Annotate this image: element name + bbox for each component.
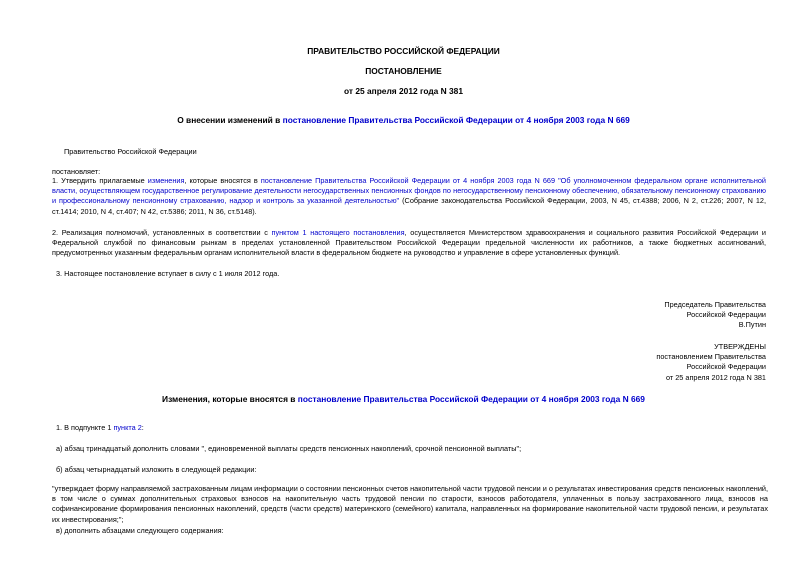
change-item-1-text-a: 1. В подпункте 1 — [56, 423, 114, 432]
signature-name: В.Путин — [738, 320, 766, 330]
paragraph-3: 3. Настоящее постановление вступает в силу с 1 июля 2012 года. — [56, 269, 280, 278]
approval-line-3: Российской Федерации — [686, 362, 766, 372]
changes-title — [0, 394, 807, 405]
change-a: а) абзац тринадцатый дополнить словами ", единовременной выплаты средств пенсионных накоплений, срочной пенсионной выплаты"; — [56, 444, 522, 453]
signature-block — [664, 300, 766, 331]
changes-title-link[interactable]: постановление Правительства Российской Федерации от 4 ноября 2003 года N 669 — [297, 394, 645, 404]
signature-country: Российской Федерации — [686, 310, 766, 320]
approval-line-4: от 25 апреля 2012 года N 381 — [665, 372, 766, 382]
decree-669-link[interactable]: постановление Правительства Российской Федерации от 4 ноября 2003 года N 669 "Об уполномоченном федеральном органе исполнительной власти, осуществляющем государственное регулирование деятельности негосударственных пенсионных фондов по негосударственному пенсионному обеспечению, обязательному пенсионному страхованию и профессиональному пенсионному страхованию, надзор и контроль за указанной деятельностью" — [52, 176, 766, 206]
document-title-link[interactable]: постановление Правительства Российской Федерации от 4 ноября 2003 года N 669 — [282, 115, 630, 125]
changes-title-text: Изменения, которые вносятся в — [162, 394, 298, 404]
item-2-link[interactable]: пункта 2 — [113, 423, 142, 432]
changes-link[interactable]: изменения — [147, 176, 185, 185]
paragraph-1-text-a: 1. Утвердить прилагаемые — [52, 176, 148, 185]
item-1-link[interactable]: пунктом 1 настоящего постановления — [271, 228, 405, 237]
change-b: б) абзац четырнадцатый изложить в следующей редакции: — [56, 465, 257, 474]
change-item-1 — [56, 423, 770, 433]
issuer-line: Правительство Российской Федерации — [64, 147, 197, 156]
paragraph-1-text-c: (Собрание законодательства Российской Федерации, 2003, N 45, ст.4388; 2006, N 2, ст.226; 2007, N 12, ст.1414; 2010, N 4, ст.407; N 42, ст.5386; 2011, N 36, ст.5148). — [52, 196, 766, 216]
government-heading: ПРАВИТЕЛЬСТВО РОССИЙСКОЙ ФЕДЕРАЦИИ — [307, 46, 500, 56]
paragraph-1-text-b: , которые вносятся в — [184, 176, 261, 185]
paragraph-2-text-a: 2. Реализация полномочий, установленных в соответствии с — [52, 228, 272, 237]
change-item-1-text-b: : — [141, 423, 144, 432]
approval-block — [656, 342, 766, 383]
decides-line: постановляет: — [52, 167, 101, 176]
document-title-text: О внесении изменений в — [177, 115, 283, 125]
change-b-quote: "утверждает форму направляемой застрахованным лицам информации о состоянии пенсионных счетов накопительной части трудовой пенсии и о результатах инвестирования средств пенсионных накоплений, в том числе о суммах дополнительных страховых взносов на накопительную часть трудовой пенсии по старости, взносов работодателя, уплаченных в пользу застрахованного лица, взносов на софинансирование формирования пенсионных накоплений, средств (части средств) материнского (семейного) капитала, направленных на формирование накопительной части трудовой пенсии, и результатах их инвестирования;"; — [52, 484, 768, 524]
paragraph-2-text-b: , осуществляется Министерством здравоохранения и социального развития Российской Федерации и Федеральной службой по финансовым рынкам в пределах установленной Правительством Российской Федерации предельной численности их работников, а также бюджетных ассигнований, предусмотренных указанным федеральным органам исполнительной власти в федеральном бюджете на руководство и управление в сфере установленных функций. — [52, 228, 766, 258]
approval-heading: УТВЕРЖДЕНЫ — [714, 342, 766, 351]
approval-line-2: постановлением Правительства — [656, 352, 766, 362]
change-c: в) дополнить абзацами следующего содержания: — [56, 526, 224, 535]
paragraph-2 — [52, 228, 766, 259]
document-kind: ПОСТАНОВЛЕНИЕ — [365, 66, 442, 76]
document-title — [0, 115, 807, 126]
document-date: от 25 апреля 2012 года N 381 — [344, 86, 463, 96]
paragraph-1 — [52, 176, 766, 217]
signature-title: Председатель Правительства — [664, 300, 766, 309]
